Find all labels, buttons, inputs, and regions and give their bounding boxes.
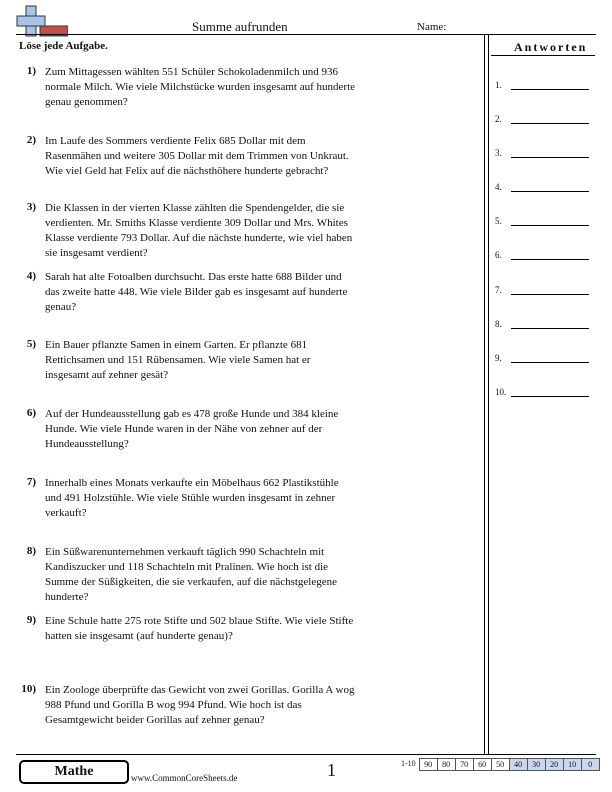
answer-line-9[interactable]: 9. — [495, 353, 595, 363]
score-cell: 70 — [455, 758, 474, 771]
footer-divider — [16, 754, 596, 755]
answer-line-7[interactable]: 7. — [495, 285, 595, 295]
header-divider — [16, 34, 596, 35]
answer-line-6[interactable]: 6. — [495, 250, 595, 260]
score-cell: 30 — [527, 758, 546, 771]
answer-line-5[interactable]: 5. — [495, 216, 595, 226]
logo-icon — [16, 4, 68, 38]
column-divider — [484, 34, 485, 754]
score-cell: 90 — [419, 758, 438, 771]
score-cell: 40 — [509, 758, 528, 771]
column-divider — [488, 34, 489, 754]
answer-line-2[interactable]: 2. — [495, 114, 595, 124]
score-cell: 20 — [545, 758, 564, 771]
answers-divider — [491, 55, 595, 56]
score-cell: 0 — [581, 758, 600, 771]
score-range-label: 1-10 — [401, 759, 416, 768]
answer-line-8[interactable]: 8. — [495, 319, 595, 329]
answer-line-3[interactable]: 3. — [495, 148, 595, 158]
answer-line-1[interactable]: 1. — [495, 80, 595, 90]
answer-line-4[interactable]: 4. — [495, 182, 595, 192]
answers-title: Antworten — [514, 40, 588, 54]
page-title: Summe aufrunden — [192, 19, 288, 34]
score-cell: 80 — [437, 758, 456, 771]
page-number: 1 — [327, 760, 336, 780]
instructions: Löse jede Aufgabe. — [19, 40, 108, 52]
answer-line-10[interactable]: 10. — [495, 387, 595, 397]
score-cell: 50 — [491, 758, 510, 771]
score-cell: 60 — [473, 758, 492, 771]
name-label: Name: — [417, 21, 447, 33]
website-link[interactable]: www.CommonCoreSheets.de — [131, 773, 238, 783]
score-cell: 10 — [563, 758, 582, 771]
score-table — [397, 758, 600, 770]
subject-badge: Mathe — [19, 760, 129, 784]
